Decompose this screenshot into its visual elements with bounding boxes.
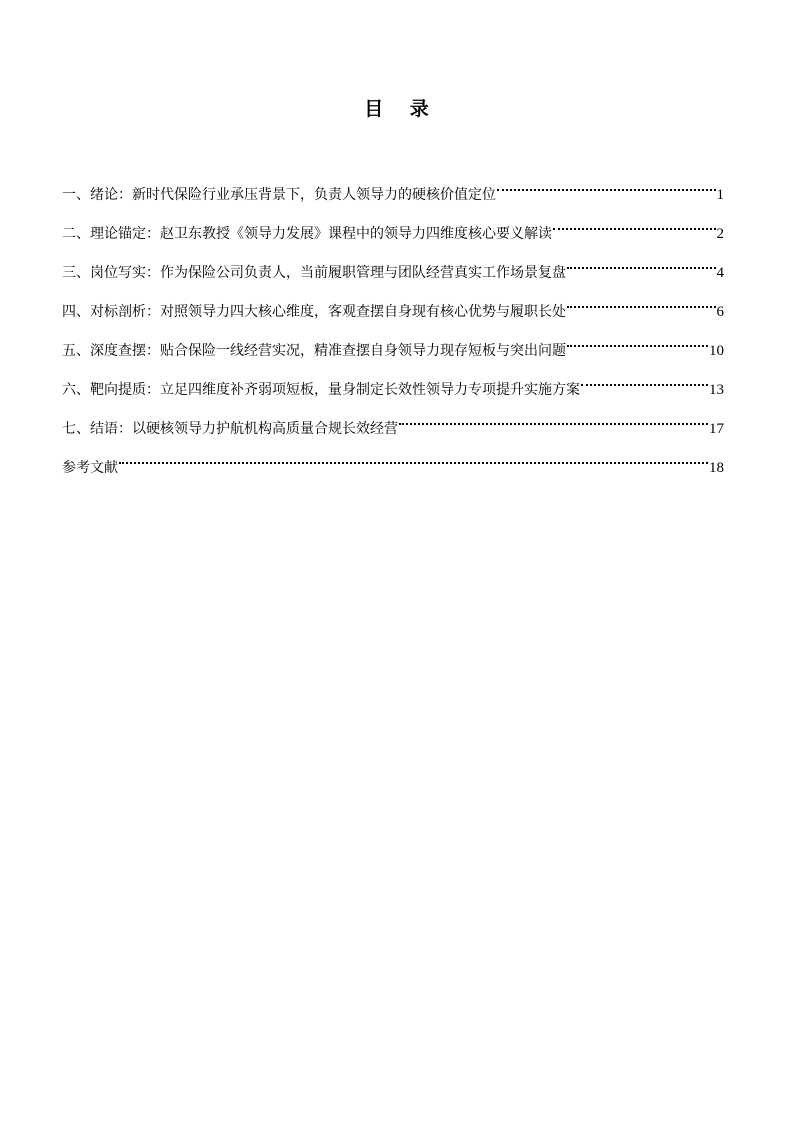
toc-page-number: 17 xyxy=(709,421,724,437)
toc-entry[interactable] xyxy=(62,446,724,485)
toc-entry[interactable] xyxy=(62,290,724,329)
toc-entry-text: 六、靶向提质：立足四维度补齐弱项短板，量身制定长效性领导力专项提升实施方案 xyxy=(62,382,580,398)
toc-title: 目 录 xyxy=(364,98,439,120)
toc-page-number: 6 xyxy=(716,304,724,320)
toc-entry-text: 二、理论锚定：赵卫东教授《领导力发展》课程中的领导力四维度核心要义解读 xyxy=(62,226,552,242)
toc-entry-text: 三、岗位写实：作为保险公司负责人，当前履职管理与团队经营真实工作场景复盘 xyxy=(62,265,566,281)
toc-entry-text: 四、对标剖析：对照领导力四大核心维度，客观查摆自身现有核心优势与履职长处 xyxy=(62,304,566,320)
toc-leader-dots xyxy=(553,212,716,238)
toc-page-number: 4 xyxy=(716,265,724,281)
toc-leader-dots xyxy=(567,329,708,355)
toc-list xyxy=(62,173,724,485)
toc-entry-text: 五、深度查摆：贴合保险一线经营实况，精准查摆自身领导力现存短板与突出问题 xyxy=(62,343,566,359)
toc-entry[interactable] xyxy=(62,173,724,212)
toc-leader-dots xyxy=(581,368,708,394)
toc-page-number: 2 xyxy=(716,226,724,242)
toc-entry[interactable] xyxy=(62,407,724,446)
toc-page-number: 1 xyxy=(716,187,724,203)
toc-entry[interactable] xyxy=(62,368,724,407)
toc-entry-text: 七、结语：以硬核领导力护航机构高质量合规长效经营 xyxy=(62,421,398,437)
toc-leader-dots xyxy=(497,173,716,199)
toc-entry[interactable] xyxy=(62,251,724,290)
toc-page-number: 18 xyxy=(709,460,724,476)
toc-entry-text: 一、绪论：新时代保险行业承压背景下，负责人领导力的硬核价值定位 xyxy=(62,187,496,203)
toc-leader-dots xyxy=(119,446,708,472)
toc-entry[interactable] xyxy=(62,212,724,251)
toc-leader-dots xyxy=(567,290,716,316)
toc-page-number: 13 xyxy=(709,382,724,398)
toc-entry[interactable] xyxy=(62,329,724,368)
toc-entry-text: 参考文献 xyxy=(62,460,118,476)
toc-leader-dots xyxy=(567,251,716,277)
toc-leader-dots xyxy=(399,407,708,433)
toc-page-number: 10 xyxy=(709,343,724,359)
